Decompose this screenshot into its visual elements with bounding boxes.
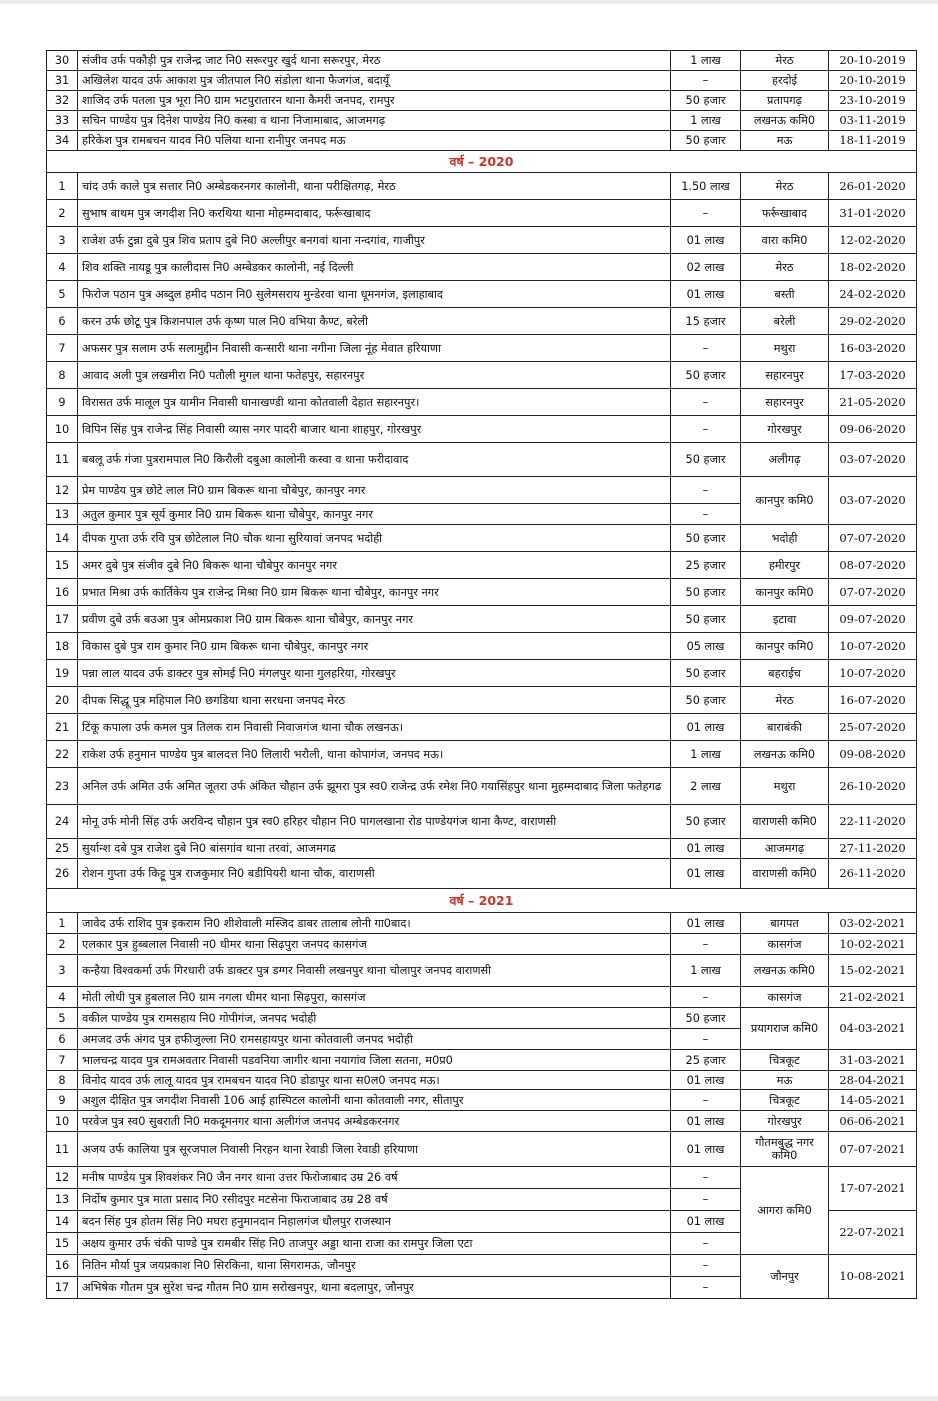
accused-name-address: अनिल उर्फ अमित उर्फ अमित जूतरा उर्फ अंकित चौहान उर्फ झूमरा पुत्र स्व0 राजेन्द्र उर्फ रमेश नि0 गयासिंहपुर थाना मुहम्मदाबाद जिला फतेहगढ [78, 768, 671, 805]
serial-number: 3 [47, 227, 78, 254]
reward-amount: 50 हजार [671, 131, 741, 151]
serial-number: 20 [47, 687, 78, 714]
arrest-date: 16-03-2020 [829, 335, 917, 362]
district: चित्रकूट [741, 1090, 829, 1111]
accused-name-address: एलकार पुत्र हुब्बलाल निवासी न0 धीमर थाना सिढ़पुरा जनपद कासगंज [78, 934, 671, 955]
table-row [47, 741, 917, 768]
reward-amount: 1 लाख [671, 741, 741, 768]
reward-amount: 25 हजार [671, 552, 741, 579]
serial-number: 17 [47, 606, 78, 633]
accused-name-address: आवाद अली पुत्र लखमीरा नि0 पतौली मुगल थाना फतेहपुर, सहारनपुर [78, 362, 671, 389]
serial-number: 7 [47, 1050, 78, 1071]
table-row [47, 71, 917, 91]
reward-amount: 25 हजार [671, 1050, 741, 1071]
table-row [47, 1132, 917, 1167]
accused-name-address: संजीव उर्फ पकौड़ी पुत्र राजेन्द्र जाट नि0 सरूरपुर खुर्द थाना सरूरपुर, मेरठ [78, 51, 671, 71]
arrest-date: 31-03-2021 [829, 1050, 917, 1071]
accused-name-address: दीपक सिद्धू पुत्र महिपाल नि0 छगडिया थाना सरधना जनपद मेरठ [78, 687, 671, 714]
arrest-date: 29-02-2020 [829, 308, 917, 335]
reward-amount: – [671, 1277, 741, 1299]
reward-amount: – [671, 71, 741, 91]
reward-amount: – [671, 389, 741, 416]
district: सहारनपुर [741, 389, 829, 416]
arrest-date: 26-11-2020 [829, 859, 917, 889]
serial-number: 34 [47, 131, 78, 151]
serial-number: 11 [47, 443, 78, 477]
reward-amount: – [671, 416, 741, 443]
accused-name-address: विरासत उर्फ मालूल पुत्र यामीन निवासी घानाखण्डी थाना कोतवाली देहात सहारनपुर। [78, 389, 671, 416]
table-row [47, 1050, 917, 1071]
table-row [47, 934, 917, 955]
district: लखनऊ कमि0 [741, 111, 829, 131]
arrest-date: 25-07-2020 [829, 714, 917, 741]
arrest-date: 07-07-2020 [829, 525, 917, 552]
arrest-date: 18-02-2020 [829, 254, 917, 281]
serial-number: 30 [47, 51, 78, 71]
accused-name-address: पन्ना लाल यादव उर्फ डाक्टर पुत्र सोमई नि0 मंगलपुर थाना गुलहरिया, गोरखपुर [78, 660, 671, 687]
reward-amount: – [671, 335, 741, 362]
district: बरेली [741, 308, 829, 335]
table-row [47, 1071, 917, 1090]
table-row [47, 200, 917, 227]
serial-number: 26 [47, 859, 78, 889]
serial-number: 4 [47, 254, 78, 281]
reward-amount: 50 हजार [671, 606, 741, 633]
serial-number: 9 [47, 1090, 78, 1111]
year-heading-row [47, 889, 917, 913]
arrest-date: 10-07-2020 [829, 633, 917, 660]
accused-name-address: रोशन गुप्ता उर्फ किट्टू पुत्र राजकुमार नि0 बडीपियरी थाना चौक, वाराणसी [78, 859, 671, 889]
arrest-date: 18-11-2019 [829, 131, 917, 151]
table-row [47, 913, 917, 934]
reward-amount: 15 हजार [671, 308, 741, 335]
accused-name-address: राजेश उर्फ टुन्ना दुबे पुत्र शिव प्रताप दुबे नि0 अल्लीपुर बनगवां थाना नन्दगांव, गाजीपुर [78, 227, 671, 254]
accused-name-address: टिंकू कपाला उर्फ कमल पुत्र तिलक राम निवासी निवाजगंज थाना चौक लखनऊ। [78, 714, 671, 741]
serial-number: 5 [47, 281, 78, 308]
district: कासगंज [741, 987, 829, 1008]
serial-number: 13 [47, 1189, 78, 1211]
serial-number: 3 [47, 955, 78, 987]
serial-number: 25 [47, 839, 78, 859]
year-heading: वर्ष – 2021 [47, 889, 917, 913]
arrest-date: 23-10-2019 [829, 91, 917, 111]
serial-number: 23 [47, 768, 78, 805]
serial-number: 6 [47, 308, 78, 335]
district: फर्रूखाबाद [741, 200, 829, 227]
reward-amount: – [671, 200, 741, 227]
serial-number: 17 [47, 1277, 78, 1299]
reward-amount: 50 हजार [671, 525, 741, 552]
table-row [47, 131, 917, 151]
accused-name-address: अशुल दीक्षित पुत्र जगदीश निवासी 106 आई हास्पिटल कालोनी थाना कोतवाली नगर, सीतापुर [78, 1090, 671, 1111]
reward-amount: 01 लाख [671, 281, 741, 308]
table-row [47, 1167, 917, 1189]
district: कानपुर कमि0 [741, 579, 829, 606]
accused-name-address: बदन सिंह पुत्र होतम सिंह नि0 मघरा हनुमानदान निहालगंज धौलपुर राजस्थान [78, 1211, 671, 1233]
accused-name-address: करन उर्फ छोटू पुत्र किशनपाल उर्फ कृष्ण पाल नि0 वभिया कैण्ट, बरेली [78, 308, 671, 335]
arrest-date: 17-07-2021 [829, 1167, 917, 1211]
reward-amount: 01 लाख [671, 1211, 741, 1233]
serial-number: 4 [47, 987, 78, 1008]
arrest-date: 20-10-2019 [829, 71, 917, 91]
reward-amount: 01 लाख [671, 1132, 741, 1167]
accused-name-address: फिरोज पठान पुत्र अब्दुल हमीद पठान नि0 सुलेमसराय मुन्डेरवा थाना धूमनगंज, इलाहाबाद [78, 281, 671, 308]
accused-name-address: प्रवीण दुबे उर्फ बउआ पुत्र ओमप्रकाश नि0 ग्राम बिकरू थाना चौबेपुर, कानपुर नगर [78, 606, 671, 633]
accused-name-address: हरिकेश पुत्र रामबचन यादव नि0 पलिया थाना रानीपुर जनपद मऊ [78, 131, 671, 151]
arrest-date: 14-05-2021 [829, 1090, 917, 1111]
district: बागपत [741, 913, 829, 934]
table-row [47, 111, 917, 131]
serial-number: 9 [47, 389, 78, 416]
arrest-date: 21-05-2020 [829, 389, 917, 416]
reward-amount: – [671, 934, 741, 955]
district: कानपुर कमि0 [741, 477, 829, 525]
reward-amount: 50 हजार [671, 362, 741, 389]
reward-amount: 01 लाख [671, 714, 741, 741]
reward-amount: 1.50 लाख [671, 173, 741, 200]
reward-amount: – [671, 987, 741, 1008]
serial-number: 32 [47, 91, 78, 111]
accused-name-address: अभिषेक गौतम पुत्र सुरेश चन्द्र गौतम नि0 ग्राम सरोखनपुर, थाना बदलापुर, जौनपुर [78, 1277, 671, 1299]
accused-name-address: अमजद उर्फ अंगद पुत्र हफीजुल्ला नि0 रामसहायपुर थाना कोतवाली जनपद भदोही [78, 1029, 671, 1050]
serial-number: 6 [47, 1029, 78, 1050]
serial-number: 11 [47, 1132, 78, 1167]
arrest-date: 09-08-2020 [829, 741, 917, 768]
arrest-date: 10-08-2021 [829, 1255, 917, 1299]
reward-amount: – [671, 1090, 741, 1111]
arrest-date: 10-02-2021 [829, 934, 917, 955]
table-row [47, 362, 917, 389]
accused-name-address: राकेश उर्फ हनुमान पाण्डेय पुत्र बालदत्त नि0 लिलारी भरौली, थाना कोपागंज, जनपद मऊ। [78, 741, 671, 768]
district: गोरखपुर [741, 416, 829, 443]
serial-number: 16 [47, 579, 78, 606]
reward-amount: – [671, 477, 741, 504]
serial-number: 2 [47, 934, 78, 955]
district: गोरखपुर [741, 1111, 829, 1132]
district: मेरठ [741, 254, 829, 281]
arrest-date: 04-03-2021 [829, 1008, 917, 1050]
reward-amount: 01 लाख [671, 1071, 741, 1090]
reward-amount: 50 हजार [671, 91, 741, 111]
serial-number: 18 [47, 633, 78, 660]
table-row [47, 525, 917, 552]
arrest-date: 22-11-2020 [829, 805, 917, 839]
district: चित्रकूट [741, 1050, 829, 1071]
district: हमीरपुर [741, 552, 829, 579]
accused-name-address: निर्दोष कुमार पुत्र माता प्रसाद नि0 रसीदपुर मटसेना फिराजाबाद उम्र 28 वर्ष [78, 1189, 671, 1211]
table-row [47, 173, 917, 200]
table-row [47, 839, 917, 859]
district: मऊ [741, 131, 829, 151]
reward-amount: 1 लाख [671, 51, 741, 71]
serial-number: 22 [47, 741, 78, 768]
arrest-date: 03-11-2019 [829, 111, 917, 131]
district: मेरठ [741, 687, 829, 714]
serial-number: 33 [47, 111, 78, 131]
arrest-date: 22-07-2021 [829, 1211, 917, 1255]
arrest-date: 03-07-2020 [829, 477, 917, 525]
arrest-date: 28-04-2021 [829, 1071, 917, 1090]
district: गौतमबुद्ध नगर कमि0 [741, 1132, 829, 1167]
reward-amount: 50 हजार [671, 805, 741, 839]
district: इटावा [741, 606, 829, 633]
reward-amount: 50 हजार [671, 1008, 741, 1029]
district: मथुरा [741, 335, 829, 362]
reward-amount: 01 लाख [671, 839, 741, 859]
reward-amount: 1 लाख [671, 955, 741, 987]
table-row [47, 389, 917, 416]
reward-amount: 1 लाख [671, 111, 741, 131]
arrest-date: 17-03-2020 [829, 362, 917, 389]
arrest-date: 26-10-2020 [829, 768, 917, 805]
district: प्रतापगढ़ [741, 91, 829, 111]
serial-number: 16 [47, 1255, 78, 1277]
table-row [47, 1255, 917, 1277]
accused-name-address: भालचन्द्र यादव पुत्र रामअवतार निवासी पडवनिया जागीर थाना नयागांव जिला सतना, म0प्र0 [78, 1050, 671, 1071]
table-row [47, 768, 917, 805]
arrest-date: 27-11-2020 [829, 839, 917, 859]
accused-name-address: विकास दुबे पुत्र राम कुमार नि0 ग्राम बिकरू थाना चौबेपुर, कानपुर नगर [78, 633, 671, 660]
arrest-date: 24-02-2020 [829, 281, 917, 308]
arrest-date: 07-07-2020 [829, 579, 917, 606]
accused-name-address: वकील पाण्डेय पुत्र रामसहाय नि0 गोपीगंज, जनपद भदोही [78, 1008, 671, 1029]
district: कासगंज [741, 934, 829, 955]
district: मऊ [741, 1071, 829, 1090]
reward-amount: 50 हजार [671, 660, 741, 687]
district: लखनऊ कमि0 [741, 955, 829, 987]
arrest-date: 09-07-2020 [829, 606, 917, 633]
arrest-date: 07-07-2021 [829, 1132, 917, 1167]
accused-name-address: बबलू उर्फ गंजा पुत्ररामपाल नि0 किरौली दबुआ कालोनी कस्वा व थाना फरीदावाद [78, 443, 671, 477]
district: जौनपुर [741, 1255, 829, 1299]
accused-name-address: दीपक गुप्ता उर्फ रवि पुत्र छोटेलाल नि0 चौक थाना सुरियावां जनपद भदोही [78, 525, 671, 552]
table-row [47, 955, 917, 987]
reward-amount: 02 लाख [671, 254, 741, 281]
accused-name-address: अमर दुबे पुत्र संजीव दुबे नि0 बिकरू थाना चौबेपुर कानपुर नगर [78, 552, 671, 579]
serial-number: 14 [47, 1211, 78, 1233]
accused-name-address: नितिन मौर्या पुत्र जयप्रकाश नि0 सिरकिना, थाना सिगरामऊ, जौनपुर [78, 1255, 671, 1277]
reward-amount: 2 लाख [671, 768, 741, 805]
reward-amount: 50 हजार [671, 443, 741, 477]
arrest-date: 20-10-2019 [829, 51, 917, 71]
arrest-date: 03-07-2020 [829, 443, 917, 477]
accused-name-address: अतुल कुमार पुत्र सूर्य कुमार नि0 ग्राम बिकरू थाना चौबेपुर, कानपुर नगर [78, 504, 671, 525]
arrest-date: 03-02-2021 [829, 913, 917, 934]
serial-number: 1 [47, 913, 78, 934]
wanted-list-table [46, 50, 917, 1299]
table-row [47, 660, 917, 687]
table-row [47, 416, 917, 443]
district: सहारनपुर [741, 362, 829, 389]
table-row [47, 579, 917, 606]
accused-name-address: अक्षय कुमार उर्फ चंकी पाण्डे पुत्र रामबीर सिंह नि0 ताजपुर अड्डा थाना राजा का रामपुर जिला एटा [78, 1233, 671, 1255]
reward-amount: 50 हजार [671, 579, 741, 606]
table-row [47, 552, 917, 579]
table-row [47, 443, 917, 477]
reward-amount: – [671, 1233, 741, 1255]
district: बहराईच [741, 660, 829, 687]
serial-number: 15 [47, 1233, 78, 1255]
serial-number: 15 [47, 552, 78, 579]
district: मेरठ [741, 51, 829, 71]
year-heading-row [47, 151, 917, 173]
serial-number: 8 [47, 1071, 78, 1090]
serial-number: 2 [47, 200, 78, 227]
table-row [47, 805, 917, 839]
accused-name-address: विनोद यादव उर्फ लालू यादव पुत्र रामबचन यादव नि0 डोडापुर थाना स0ल0 जनपद मऊ। [78, 1071, 671, 1090]
reward-amount: – [671, 1029, 741, 1050]
accused-name-address: कन्हैया विश्वकर्मा उर्फ गिरधारी उर्फ डाक्टर पुत्र डग्गर निवासी लखनपुर थाना चोलापुर जनपद वाराणसी [78, 955, 671, 987]
accused-name-address: मोनू उर्फ मोनी सिंह उर्फ अरविन्द चौहान पुत्र स्व0 हरिहर चौहान नि0 पागलखाना रोड पाण्डेयगंज थाना कैण्ट, वाराणसी [78, 805, 671, 839]
arrest-date: 26-01-2020 [829, 173, 917, 200]
reward-amount: 01 लाख [671, 859, 741, 889]
table-row [47, 1008, 917, 1029]
accused-name-address: चांद उर्फ काले पुत्र सत्तार नि0 अम्बेडकरनगर कालोनी, थाना परीक्षितगढ़, मेरठ [78, 173, 671, 200]
accused-name-address: सुभाष बाथम पुत्र जगदीश नि0 करथिया थाना मोहम्मदाबाद, फर्रूखाबाद [78, 200, 671, 227]
table-row [47, 859, 917, 889]
accused-name-address: प्रभात मिश्रा उर्फ कार्तिकेय पुत्र राजेन्द्र मिश्रा नि0 ग्राम बिकरू थाना चौबेपुर, कानपुर नगर [78, 579, 671, 606]
serial-number: 24 [47, 805, 78, 839]
serial-number: 12 [47, 477, 78, 504]
arrest-date: 15-02-2021 [829, 955, 917, 987]
serial-number: 31 [47, 71, 78, 91]
reward-amount: – [671, 504, 741, 525]
district: बाराबंकी [741, 714, 829, 741]
arrest-date: 16-07-2020 [829, 687, 917, 714]
accused-name-address: जावेद उर्फ राशिद पुत्र इकराम नि0 शीशेवाली मस्जिद डाबर तालाब लोनी गा0बाद। [78, 913, 671, 934]
table-row [47, 51, 917, 71]
reward-amount: 01 लाख [671, 1111, 741, 1132]
district: भदोही [741, 525, 829, 552]
serial-number: 14 [47, 525, 78, 552]
accused-name-address: अखिलेश यादव उर्फ आकाश पुत्र जीतपाल नि0 संडोला थाना फैजगंज, बदायूँ [78, 71, 671, 91]
table-row [47, 308, 917, 335]
reward-amount: 01 लाख [671, 227, 741, 254]
table-row [47, 254, 917, 281]
table-row [47, 281, 917, 308]
district: बस्ती [741, 281, 829, 308]
accused-name-address: सुर्यान्श दबे पुत्र राजेश दुबे नि0 बांसगांव थाना तरवां, आजमगढ [78, 839, 671, 859]
accused-name-address: मनीष पाण्डेय पुत्र शिवशंकर नि0 जैन नगर थाना उत्तर फिरोजाबाद उम्र 26 वर्ष [78, 1167, 671, 1189]
table-row [47, 1090, 917, 1111]
accused-name-address: सचिन पाण्डेय पुत्र दिनेश पाण्डेय नि0 कस्बा व थाना निजामाबाद, आजमगढ़ [78, 111, 671, 131]
reward-amount: 01 लाख [671, 913, 741, 934]
table-row [47, 987, 917, 1008]
accused-name-address: मोती लोधी पुत्र हुबलाल नि0 ग्राम नगला धीमर थाना सिढ़पुरा, कासगंज [78, 987, 671, 1008]
serial-number: 7 [47, 335, 78, 362]
arrest-date: 21-02-2021 [829, 987, 917, 1008]
district: वारा कमि0 [741, 227, 829, 254]
accused-name-address: शिव शक्ति नायडू पुत्र कालीदास नि0 अम्बेडकर कालोनी, नई दिल्ली [78, 254, 671, 281]
serial-number: 19 [47, 660, 78, 687]
table-row [47, 477, 917, 504]
accused-name-address: परवेज पुत्र स्व0 सुबराती नि0 मकदूमनगर थाना अलीगंज जनपद अम्बेडकरनगर [78, 1111, 671, 1132]
reward-amount: – [671, 1189, 741, 1211]
accused-name-address: विपिन सिंह पुत्र राजेन्द्र सिंह निवासी व्यास नगर पादरी बाजार थाना शाहपुर, गोरखपुर [78, 416, 671, 443]
reward-amount: – [671, 1167, 741, 1189]
serial-number: 10 [47, 1111, 78, 1132]
arrest-date: 10-07-2020 [829, 660, 917, 687]
serial-number: 8 [47, 362, 78, 389]
arrest-date: 08-07-2020 [829, 552, 917, 579]
top-edge-bar [0, 0, 938, 4]
district: मेरठ [741, 173, 829, 200]
district: अलीगढ़ [741, 443, 829, 477]
table-row [47, 227, 917, 254]
table-row [47, 714, 917, 741]
accused-name-address: प्रेम पाण्डेय पुत्र छोटे लाल नि0 ग्राम बिकरू थाना चौबेपुर, कानपुर नगर [78, 477, 671, 504]
district: प्रयागराज कमि0 [741, 1008, 829, 1050]
reward-amount: – [671, 1255, 741, 1277]
serial-number: 12 [47, 1167, 78, 1189]
table-row [47, 633, 917, 660]
district: हरदोई [741, 71, 829, 91]
bottom-edge-bar [0, 1396, 938, 1401]
reward-amount: 05 लाख [671, 633, 741, 660]
accused-name-address: अजय उर्फ कालिया पुत्र सूरजपाल निवासी निरहन थाना रेवाडी जिला रेवाडी हरियाणा [78, 1132, 671, 1167]
serial-number: 5 [47, 1008, 78, 1029]
accused-name-address: अफसर पुत्र सलाम उर्फ सलामुद्दीन निवासी कन्सारी थाना नगीना जिला नूंह मेवात हरियाणा [78, 335, 671, 362]
district: आजमगढ़ [741, 839, 829, 859]
district: वाराणसी कमि0 [741, 859, 829, 889]
serial-number: 1 [47, 173, 78, 200]
year-heading: वर्ष – 2020 [47, 151, 917, 173]
serial-number: 21 [47, 714, 78, 741]
table-row [47, 1111, 917, 1132]
arrest-date: 31-01-2020 [829, 200, 917, 227]
arrest-date: 12-02-2020 [829, 227, 917, 254]
district: लखनऊ कमि0 [741, 741, 829, 768]
arrest-date: 09-06-2020 [829, 416, 917, 443]
reward-amount: 50 हजार [671, 687, 741, 714]
accused-name-address: शाजिद उर्फ पतला पुत्र भूरा नि0 ग्राम भटपुरातारन थाना कैमरी जनपद, रामपुर [78, 91, 671, 111]
serial-number: 10 [47, 416, 78, 443]
arrest-date: 06-06-2021 [829, 1111, 917, 1132]
district: मथुरा [741, 768, 829, 805]
table-row [47, 687, 917, 714]
serial-number: 13 [47, 504, 78, 525]
table-row [47, 335, 917, 362]
district: आगरा कमि0 [741, 1167, 829, 1255]
district: वाराणसी कमि0 [741, 805, 829, 839]
district: कानपुर कमि0 [741, 633, 829, 660]
table-row [47, 606, 917, 633]
table-row [47, 91, 917, 111]
